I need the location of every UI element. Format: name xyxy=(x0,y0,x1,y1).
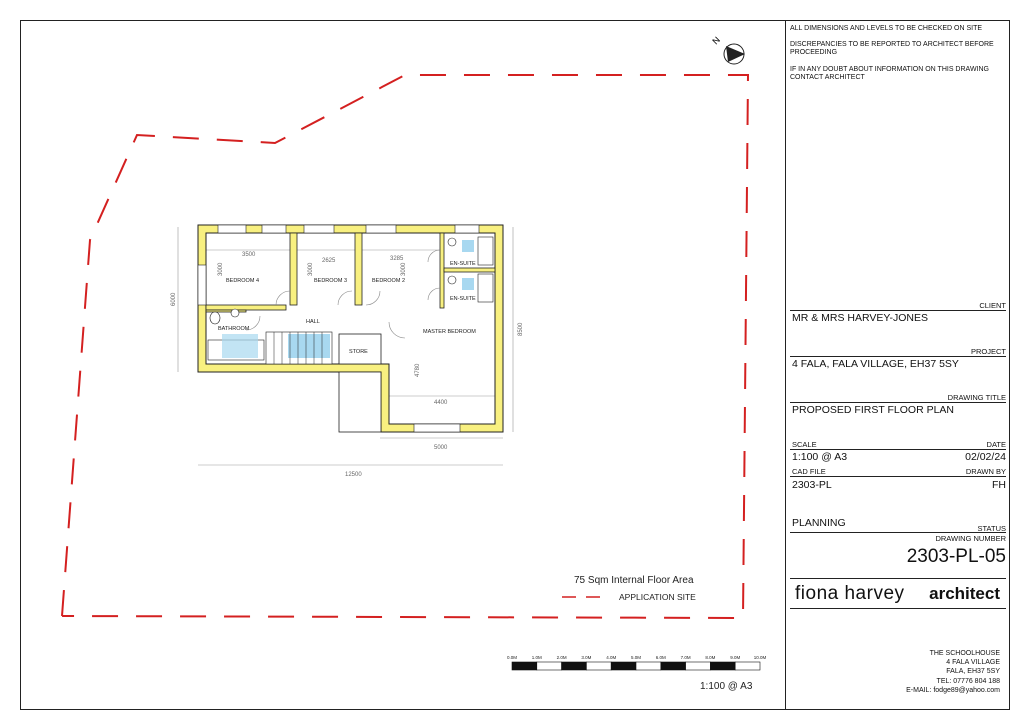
scale-bar-segment xyxy=(562,662,587,670)
north-arrow-icon xyxy=(710,35,745,64)
divider xyxy=(790,532,1006,533)
door-swings xyxy=(246,250,440,338)
address-line: 4 FALA VILLAGE xyxy=(946,659,1000,667)
scale-bar-segment xyxy=(636,662,661,670)
scale-value: 1:100 @ A3 xyxy=(792,451,848,463)
dim-6000: 6000 xyxy=(171,292,177,306)
client-name: MR & MRS HARVEY-JONES xyxy=(792,312,928,324)
divider xyxy=(790,310,1006,311)
scale-bar-tick-label: 6.0M xyxy=(655,655,666,660)
drawn-by-value: FH xyxy=(992,479,1006,491)
scale-bar-segment xyxy=(611,662,636,670)
project-label: PROJECT xyxy=(970,347,1006,356)
divider xyxy=(790,449,1006,450)
project-address: 4 FALA, FALA VILLAGE, EH37 5SY xyxy=(792,358,959,370)
note-contact-architect: IF IN ANY DOUBT ABOUT INFORMATION ON THIS DRAWING CONTACT ARCHITECT xyxy=(790,66,990,81)
divider xyxy=(790,476,1006,477)
room-label-hall: HALL xyxy=(306,319,320,325)
date-label: DATE xyxy=(986,440,1006,449)
dim-4400: 4400 xyxy=(434,400,448,406)
drawing-number-label: DRAWING NUMBER xyxy=(935,534,1006,543)
dim-5000: 5000 xyxy=(434,445,448,451)
scale-bar-segment xyxy=(686,662,711,670)
drawing-number: 2303-PL-05 xyxy=(906,546,1006,567)
divider xyxy=(790,356,1006,357)
dim-12500: 12500 xyxy=(345,472,362,478)
room-label-store: STORE xyxy=(349,349,368,355)
room-label-bedroom-3: BEDROOM 3 xyxy=(314,278,348,284)
dim-4780: 4780 xyxy=(415,363,421,377)
drawing-title-label: DRAWING TITLE xyxy=(947,393,1006,402)
note-check-dimensions: ALL DIMENSIONS AND LEVELS TO BE CHECKED ON SITE xyxy=(790,25,983,32)
room-label-ensuite: EN-SUITE xyxy=(450,296,476,302)
dim-3285: 3285 xyxy=(390,256,404,262)
scale-bar-tick-label: 2.0M xyxy=(556,655,567,660)
dim-3000: 3000 xyxy=(308,262,314,276)
cad-file-label: CAD FILE xyxy=(792,467,826,476)
address-line: E-MAIL: fodge89@yahoo.com xyxy=(906,686,1000,694)
dim-3000: 3000 xyxy=(401,262,407,276)
room-label-bedroom-4: BEDROOM 4 xyxy=(226,278,260,284)
scale-bar-segment xyxy=(586,662,611,670)
scale-bar-label: 1:100 @ A3 xyxy=(700,681,753,692)
status-value: PLANNING xyxy=(792,517,846,529)
dim-3000: 3000 xyxy=(218,262,224,276)
drawing-title: PROPOSED FIRST FLOOR PLAN xyxy=(792,404,955,416)
drawn-by-label: DRAWN BY xyxy=(965,467,1006,476)
scale-bar-tick-label: 4.0M xyxy=(606,655,617,660)
room-label-master-bedroom: MASTER BEDROOM xyxy=(423,329,476,335)
scale-bar-tick-label: 3.0M xyxy=(581,655,592,660)
room-label-ensuite: EN-SUITE xyxy=(450,261,476,267)
scale-bar-segment xyxy=(710,662,735,670)
date-value: 02/02/24 xyxy=(965,451,1006,463)
scale-bar-segment xyxy=(512,662,537,670)
scale-bar-tick-label: 1.0M xyxy=(531,655,542,660)
scale-bar-tick-label: 8.0M xyxy=(705,655,716,660)
scale-bar-tick-label: 5.0M xyxy=(630,655,642,660)
divider xyxy=(790,402,1006,403)
scale-bar-segment xyxy=(661,662,686,670)
scale-bar-tick-label: 0.0M xyxy=(506,655,518,660)
brand-name: fiona harvey xyxy=(795,583,905,604)
scale-bar-tick-label: 9.0M xyxy=(730,655,741,660)
bathroom-fixtures xyxy=(208,309,264,360)
address-line: THE SCHOOLHOUSE xyxy=(929,650,1000,657)
dim-3500: 3500 xyxy=(242,252,256,258)
note-discrepancies: DISCREPANCIES TO BE REPORTED TO ARCHITECT BEFORE PROCEEDING xyxy=(790,41,994,56)
scale-bar-segment xyxy=(537,662,562,670)
cad-file-value: 2303-PL xyxy=(792,479,832,491)
brand-role: architect xyxy=(929,584,1000,603)
scale-bar-tick-label: 7.0M xyxy=(680,655,691,660)
address-line: TEL: 07776 804 188 xyxy=(936,677,1000,685)
scale-bar xyxy=(507,655,767,670)
floor-area-note: 75 Sqm Internal Floor Area xyxy=(574,575,694,586)
dim-2625: 2625 xyxy=(322,258,336,264)
divider xyxy=(790,608,1006,609)
client-label: CLIENT xyxy=(979,301,1006,310)
room-label-bedroom-2: BEDROOM 2 xyxy=(372,278,406,284)
scale-bar-segment xyxy=(735,662,760,670)
lower-roof-block xyxy=(339,372,381,432)
scale-label: SCALE xyxy=(792,440,817,449)
legend-application-site: APPLICATION SITE xyxy=(619,592,696,602)
scale-bar-tick-label: 10.0M xyxy=(753,655,767,660)
staircase xyxy=(266,332,332,364)
divider xyxy=(790,578,1006,579)
north-label: N xyxy=(710,34,723,47)
dim-8500: 8500 xyxy=(518,322,524,336)
room-label-bathroom: BATHROOM xyxy=(218,326,250,332)
status-label: STATUS xyxy=(977,524,1006,533)
architect-address xyxy=(906,649,1000,695)
application-site-boundary xyxy=(62,75,748,618)
address-line: FALA, EH37 5SY xyxy=(946,668,1000,676)
